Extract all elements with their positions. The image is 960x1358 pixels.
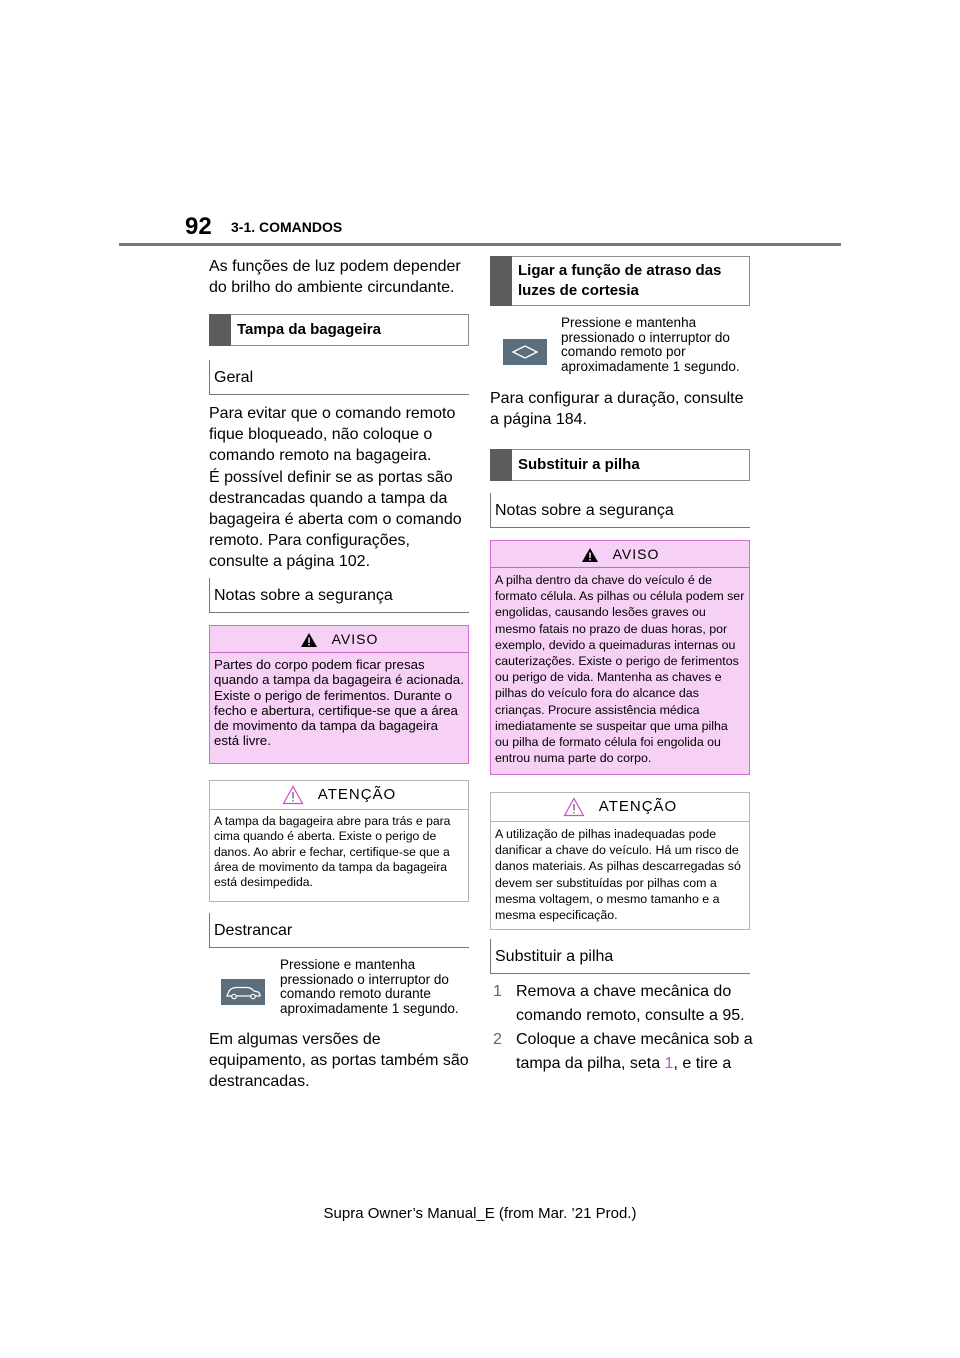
warning-triangle-icon [581, 547, 599, 563]
destrancar-instruction: Pressione e mantenha pressionado o interruptor do comando remoto durante aproximadamente 1 segundo. [280, 957, 459, 1016]
atraso-instruction: Pressione e mantenha pressionado o interruptor do comando remoto por aproximadamente 1 segundo. [561, 315, 740, 374]
atencao-title: ATENÇÃO [598, 798, 678, 815]
page-number: 92 [185, 213, 212, 240]
subheading-substituir-pilha [490, 939, 750, 974]
subheading-label: Destrancar [214, 922, 293, 939]
subheading-label: Notas sobre a segurança [214, 587, 393, 604]
arrow-number: 1 [664, 1055, 674, 1072]
aviso-text: Partes do corpo podem ficar presas quando a tampa da bagageira é acionada. Existe o perigo de ferimentos. Durante o fecho e abertura, certifique-se que a área de movimento da tampa da bagageira está livre. [214, 657, 464, 749]
step-text: Remova a chave mecânica do comando remoto, consulte a 95. [516, 983, 745, 1024]
section-title: 3-1. COMANDOS [231, 219, 343, 235]
aviso-text: A pilha dentro da chave do veículo é de formato célula. As pilhas ou célula podem ser engolidas, causando lesões graves ou mesmo fatais no prazo de duas horas, por exemplo, devido a queimaduras internas ou cauterizações. Existe o perigo de ferimentos ou perigo de vida. Mantenha as chaves e pilhas do veículo fora do alcance das crianças. Procure assistência médica imediatamente se suspeitar que uma pilha ou pilha de formato célula foi engolida ou entrou numa parte do corpo. [495, 573, 745, 766]
subheading-notas-seguranca [490, 493, 750, 528]
aviso-title: AVISO [612, 546, 660, 562]
subheading-label: Notas sobre a segurança [495, 502, 674, 519]
step-number: 2 [493, 1031, 502, 1048]
step-text [516, 1028, 756, 1076]
list-item [493, 980, 753, 1030]
warning-triangle-icon [300, 632, 318, 648]
paragraph-duracao: Para configurar a duração, consulte a página 184. [490, 390, 744, 428]
aviso-title: AVISO [331, 631, 379, 647]
section-heading-pilha [490, 449, 750, 481]
aviso-box [209, 625, 469, 764]
atencao-box [490, 792, 750, 930]
courtesy-light-icon [503, 339, 547, 365]
footer-text: Supra Owner’s Manual_E (from Mar. ’21 Prod.) [323, 1205, 637, 1222]
step-text-after: , e tire a [673, 1055, 732, 1072]
step-text-before: Coloque a chave mecânica sob a tampa da pilha, seta [516, 1031, 753, 1072]
subheading-notas-seguranca [209, 578, 469, 613]
atencao-text: A utilização de pilhas inadequadas pode danificar a chave do veículo. Há um risco de danos materiais. As pilhas descarregadas só devem ser substituídas por pilhas com a mesma voltagem, o mesmo tamanho e a mesma especificação. [495, 827, 741, 923]
atencao-box [209, 780, 469, 902]
heading-label: Ligar a função de atraso das luzes de cortesia [518, 262, 722, 299]
subheading-destrancar [209, 913, 469, 948]
intro-paragraph: As funções de luz podem depender do brilho do ambiente circundante. [209, 258, 461, 296]
subheading-geral [209, 360, 469, 395]
warning-triangle-icon [563, 797, 585, 817]
aviso-header [491, 541, 749, 568]
aviso-box [490, 540, 750, 775]
list-item [493, 1028, 753, 1078]
subheading-label: Substituir a pilha [495, 948, 614, 965]
header-divider [119, 243, 841, 246]
paragraph-portas: É possível definir se as portas são destrancadas quando a tampa da bagageira é aberta com o comando remoto. Para configurações, consulte a página 102. [209, 469, 462, 570]
subheading-label: Geral [214, 369, 254, 386]
atencao-header [210, 781, 468, 810]
section-heading-atraso [490, 256, 750, 306]
heading-label: Tampa da bagageira [237, 321, 381, 338]
atencao-text: A tampa da bagageira abre para trás e para cima quando é aberta. Existe o perigo de danos. Ao abrir e fechar, certifique-se que a área de movimento da tampa da bagageira está desimpedida. [214, 814, 451, 890]
atencao-title: ATENÇÃO [317, 786, 397, 803]
heading-label: Substituir a pilha [518, 456, 640, 473]
warning-triangle-icon [282, 785, 304, 805]
car-unlock-icon [221, 979, 265, 1005]
paragraph-versoes: Em algumas versões de equipamento, as portas também são destrancadas. [209, 1031, 469, 1090]
step-number: 1 [493, 983, 502, 1000]
atencao-header [491, 793, 749, 822]
paragraph-bloqueado: Para evitar que o comando remoto fique bloqueado, não coloque o comando remoto na bagageira. [209, 405, 456, 464]
section-heading-tampa [209, 314, 469, 346]
aviso-header [210, 626, 468, 653]
